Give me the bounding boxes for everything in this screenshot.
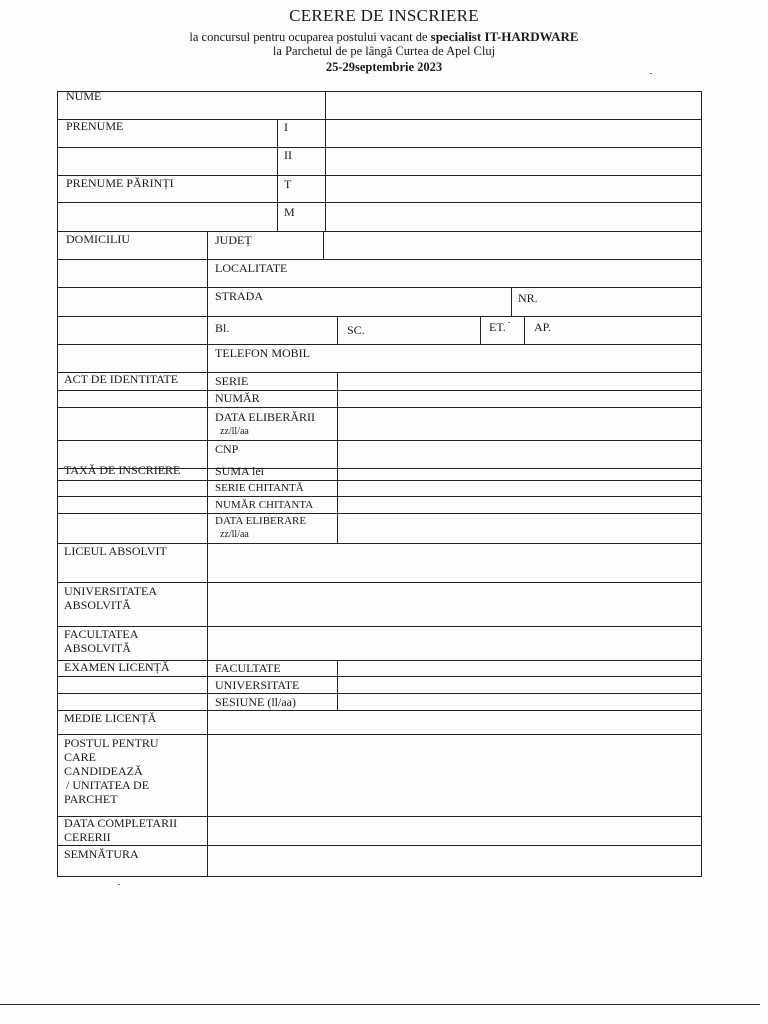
field-localitate[interactable] [325, 260, 701, 287]
field-facultate[interactable] [208, 627, 701, 660]
label-examen-universitate: UNIVERSITATE [215, 678, 300, 692]
field-suma[interactable] [338, 469, 701, 480]
label-facultate-1: FACULTATEA [64, 627, 139, 641]
label-prenume-ii: II [284, 148, 292, 162]
label-data-completarii-2: CERERII [64, 830, 111, 844]
label-serie: SERIE [215, 374, 249, 388]
field-prenume-tata[interactable] [326, 176, 701, 202]
label-et: ET. [489, 320, 506, 334]
table-border-right [701, 91, 702, 877]
field-ap[interactable] [560, 317, 701, 344]
field-serie-chitanta[interactable] [338, 481, 701, 496]
label-postul-1: POSTUL PENTRU [64, 736, 159, 750]
field-bl[interactable] [245, 317, 337, 344]
label-semnatura: SEMNĂTURA [64, 847, 139, 861]
scan-speck [508, 322, 510, 323]
label-nr: NR. [518, 291, 538, 305]
label-examen: EXAMEN LICENȚĂ [64, 660, 170, 674]
field-liceu[interactable] [208, 544, 701, 582]
label-postul-4: / UNITATEA DE [66, 778, 150, 792]
label-serie-chitanta: SERIE CHITANTĂ [215, 482, 304, 494]
label-bl: Bl. [215, 321, 230, 335]
label-ap: AP. [534, 320, 552, 334]
field-semnatura[interactable] [208, 846, 701, 876]
label-localitate: LOCALITATE [215, 261, 288, 275]
label-data-format: zz/ll/aa [220, 426, 249, 437]
table-border-bottom [57, 876, 702, 877]
field-examen-facultate[interactable] [338, 661, 701, 676]
label-judet: JUDEȚ [215, 233, 252, 247]
label-numar-chitanta: NUMĂR CHITANTA [215, 499, 314, 511]
label-examen-sesiune: SESIUNE (ll/aa) [215, 695, 296, 709]
scan-speck [118, 884, 120, 885]
field-data-completarii[interactable] [208, 817, 701, 845]
field-examen-universitate[interactable] [338, 677, 701, 693]
field-judet[interactable] [324, 232, 701, 259]
field-numar[interactable] [338, 391, 701, 407]
page-bottom-rule [0, 1004, 760, 1005]
label-cnp: CNP [215, 442, 239, 456]
field-strada[interactable] [330, 288, 510, 316]
label-examen-facultate: FACULTATE [215, 661, 281, 675]
label-telefon: TELEFON MOBIL [215, 346, 310, 360]
label-tata: T [284, 177, 292, 191]
field-prenume-ii[interactable] [326, 148, 701, 175]
label-numar: NUMĂR [215, 391, 260, 405]
label-liceu: LICEUL ABSOLVIT [64, 544, 167, 558]
label-prenume-parinti: PRENUME PĂRINȚI [66, 176, 174, 190]
table-border-left [57, 91, 58, 877]
label-mama: M [284, 205, 295, 219]
field-numar-chitanta[interactable] [338, 497, 701, 513]
field-examen-sesiune[interactable] [338, 694, 701, 710]
field-data-eliberarii[interactable] [338, 408, 701, 440]
label-postul-3: CANDIDEAZĂ [64, 764, 143, 778]
label-strada: STRADA [215, 289, 264, 303]
field-prenume-i[interactable] [326, 120, 701, 147]
label-act-identitate: ACT DE IDENTITATE [64, 372, 179, 386]
position-name: specialist IT-HARDWARE [430, 29, 579, 44]
label-suma: SUMA lei [215, 464, 265, 478]
label-prenume-i: I [284, 120, 288, 134]
label-taxa: TAXĂ DE INSCRIERE [64, 463, 181, 477]
label-data-format-2: zz/ll/aa [220, 529, 249, 540]
field-sc[interactable] [375, 317, 480, 344]
institution-line: la Parchetul de pe lângă Curtea de Apel Cluj [272, 44, 496, 58]
field-nume[interactable] [326, 92, 701, 119]
field-et[interactable] [510, 317, 524, 344]
field-universitate[interactable] [208, 583, 701, 626]
label-postul-2: CARE [64, 750, 97, 764]
field-serie[interactable] [338, 373, 701, 390]
field-telefon[interactable] [340, 345, 701, 372]
scan-speck [650, 73, 652, 74]
label-nume: NUME [66, 89, 102, 103]
field-postul[interactable] [208, 735, 701, 816]
subtitle-prefix: la concursul pentru ocuparea postului vacant de [189, 30, 428, 44]
field-medie[interactable] [208, 711, 701, 734]
label-prenume: PRENUME [66, 119, 124, 133]
field-cnp[interactable] [338, 441, 701, 468]
label-domiciliu: DOMICILIU [66, 232, 130, 246]
label-postul-5: PARCHET [64, 792, 118, 806]
label-universitate-2: ABSOLVITĂ [64, 598, 131, 612]
form-title: CERERE DE INSCRIERE [289, 6, 479, 25]
field-prenume-mama[interactable] [326, 203, 701, 231]
label-data-eliberare: DATA ELIBERARE [215, 515, 307, 527]
field-nr[interactable] [555, 288, 701, 316]
label-sc: SC. [347, 323, 365, 337]
field-data-eliberare-chitanta[interactable] [338, 514, 701, 543]
label-medie: MEDIE LICENȚĂ [64, 711, 157, 725]
label-data-eliberarii: DATA ELIBERĂRII [215, 410, 316, 424]
competition-dates: 25-29septembrie 2023 [325, 60, 443, 74]
label-data-completarii-1: DATA COMPLETARII [64, 816, 178, 830]
label-facultate-2: ABSOLVITĂ [64, 641, 131, 655]
label-universitate-1: UNIVERSITATEA [64, 584, 158, 598]
